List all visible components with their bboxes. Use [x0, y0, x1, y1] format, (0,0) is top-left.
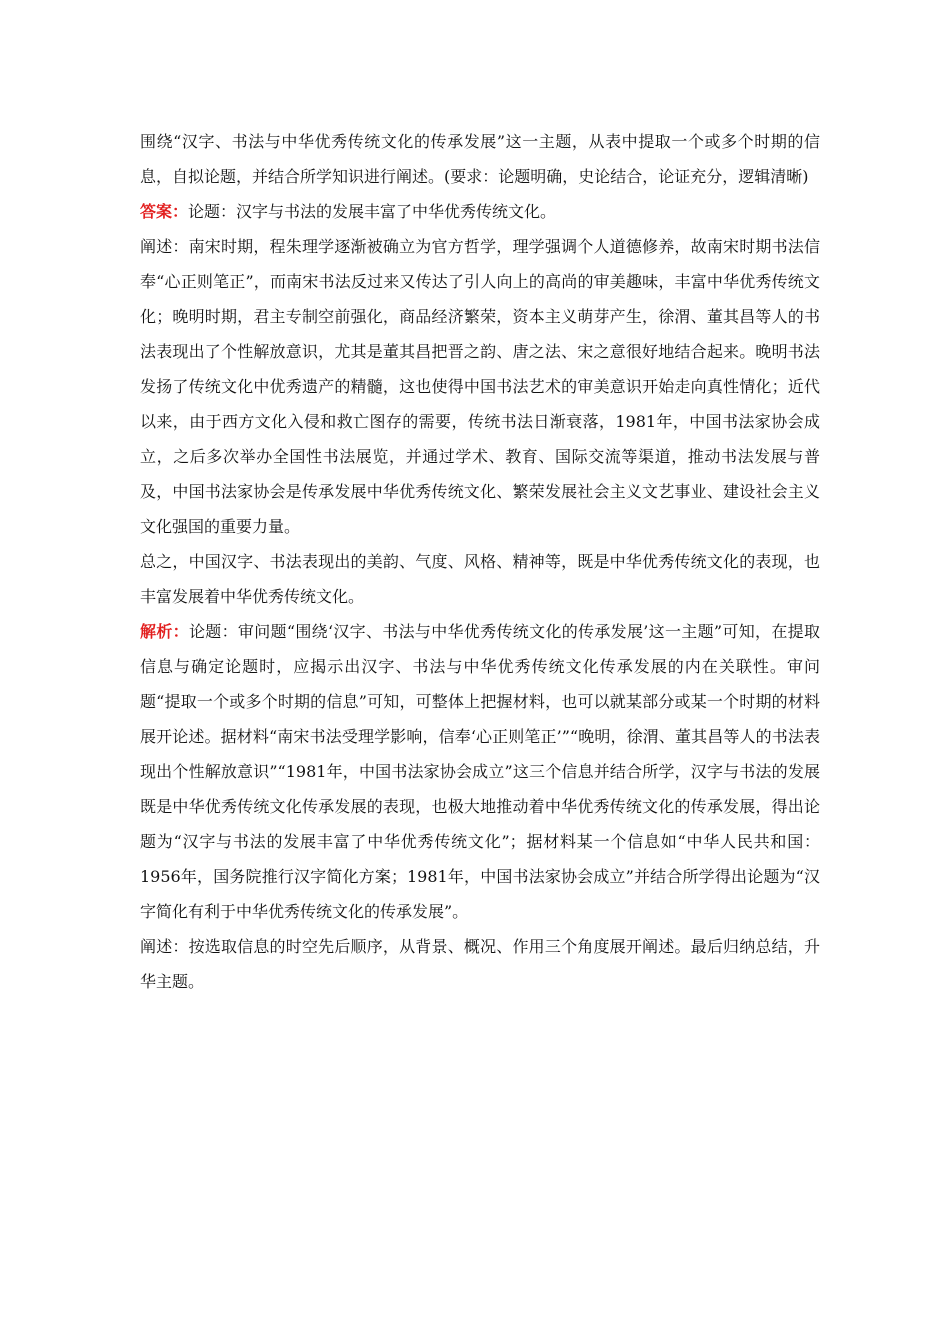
answer-summary: 总之，中国汉字、书法表现出的美韵、气度、风格、精神等，既是中华优秀传统文化的表现，也丰富发展着中华优秀传统文化。	[140, 552, 820, 606]
answer-thesis: 论题：汉字与书法的发展丰富了中华优秀传统文化。	[188, 202, 557, 221]
document-body	[140, 124, 820, 999]
analysis-label: 解析：	[140, 622, 189, 641]
answer-thesis-paragraph	[140, 194, 820, 229]
analysis-elaboration: 阐述：按选取信息的时空先后顺序，从背景、概况、作用三个角度展开阐述。最后归纳总结，升华主题。	[140, 937, 820, 991]
answer-elaboration: 阐述：南宋时期，程朱理学逐渐被确立为官方哲学，理学强调个人道德修养，故南宋时期书法信奉“心正则笔正”，而南宋书法反过来又传达了引人向上的高尚的审美趣味，丰富中华优秀传统文化；晚明时期，君主专制空前强化，商品经济繁荣，资本主义萌芽产生，徐渭、董其昌等人的书法表现出了个性解放意识，尤其是董其昌把晋之韵、唐之法、宋之意很好地结合起来。晚明书法发扬了传统文化中优秀遗产的精髓，这也使得中国书法艺术的审美意识开始走向真性情化；近代以来，由于西方文化入侵和救亡图存的需要，传统书法日渐衰落，1981年，中国书法家协会成立，之后多次举办全国性书法展览，并通过学术、教育、国际交流等渠道，推动书法发展与普及，中国书法家协会是传承发展中华优秀传统文化、繁荣发展社会主义文艺事业、建设社会主义文化强国的重要力量。	[140, 237, 820, 536]
question-text: 围绕“汉字、书法与中华优秀传统文化的传承发展”这一主题，从表中提取一个或多个时期的信息，自拟论题，并结合所学知识进行阐述。(要求：论题明确，史论结合，论证充分，逻辑清晰)	[140, 132, 820, 186]
analysis-thesis-paragraph	[140, 614, 820, 929]
analysis-thesis: 论题：审问题“围绕‘汉字、书法与中华优秀传统文化的传承发展’这一主题”可知，在提取信息与确定论题时，应揭示出汉字、书法与中华优秀传统文化传承发展的内在关联性。审问题“提取一个或多个时期的信息”可知，可整体上把握材料，也可以就某部分或某一个时期的材料展开论述。据材料“南宋书法受理学影响，信奉‘心正则笔正’”“晚明，徐渭、董其昌等人的书法表现出个性解放意识”“1981年，中国书法家协会成立”这三个信息并结合所学，汉字与书法的发展既是中华优秀传统文化传承发展的表现，也极大地推动着中华优秀传统文化的传承发展，得出论题为“汉字与书法的发展丰富了中华优秀传统文化”；据材料某一个信息如“中华人民共和国：1956年，国务院推行汉字简化方案；1981年，中国书法家协会成立”并结合所学得出论题为“汉字简化有利于中华优秀传统文化的传承发展”。	[140, 622, 820, 921]
answer-label: 答案：	[140, 202, 189, 221]
